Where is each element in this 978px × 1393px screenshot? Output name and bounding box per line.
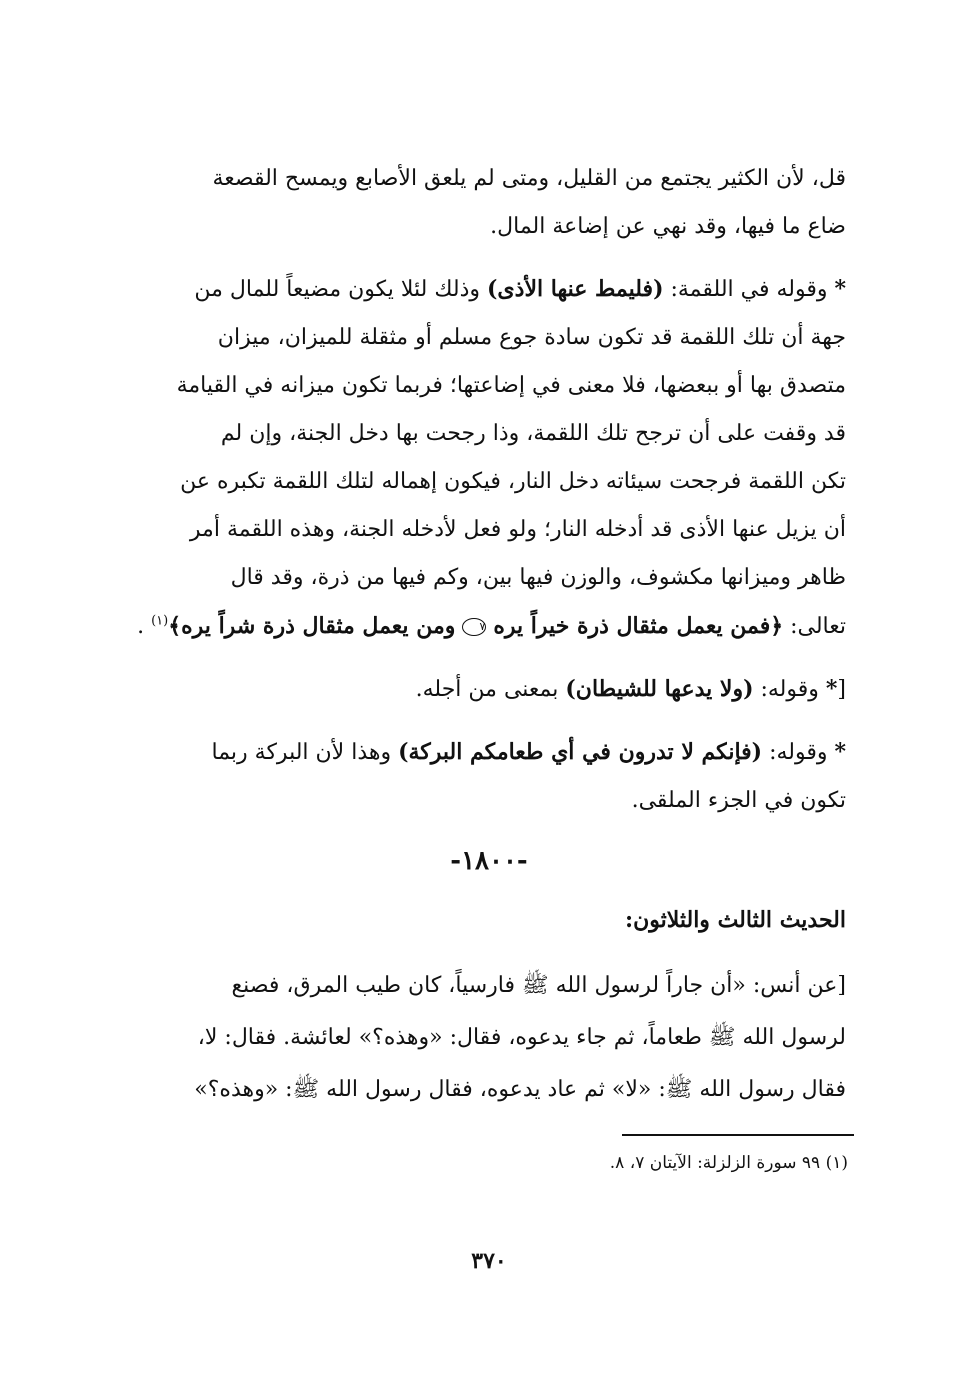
section-heading: الحديث الثالث والثلاثون: [624,907,846,933]
paragraph-4 [132,728,846,825]
paragraph-2 [132,265,846,651]
line-rest: وذلك لئلا يكون مضيعاً للمال من [194,277,488,302]
text-line: جهة أن تلك اللقمة قد تكون سادة جوع مسلم أو مثقلة للميزان، ميزان [217,325,846,350]
quran-verse-part2: ومن يعمل مثقال ذرة شراً يره﴾ [168,613,456,639]
asterisk-marker: * [834,739,846,765]
footnote-reference: (١) [151,613,169,629]
text-line [132,728,846,777]
text-line: متصدق بها أو ببعضها، فلا معنى في إضاعتها؛ فربما تكون ميزانه في القيامة [176,373,846,398]
bracket-marker: [ [837,677,846,702]
text-line: ضاع ما فيها، وقد نهي عن إضاعة المال. [490,214,846,239]
lead-text: وقوله: [762,740,835,765]
text-line: لرسول الله ﷺ طعاماً، ثم جاء يدعوه، فقال: «وهذه؟» لعائشة. فقال: لا، [197,1025,846,1050]
asterisk-marker: * [825,676,838,702]
text-line: قد وقفت على أن ترجح تلك اللقمة، وذا رجحت بها دخل الجنة، وإن لم [220,421,846,446]
text-line [132,665,846,714]
hadith-number-separator: -١٨٠٠- [450,846,528,876]
verse-line [132,602,846,651]
hadith-quote: (فليمط عنها الأذى) [487,276,664,302]
text-line: قل، لأن الكثير يجتمع من القليل، ومتى لم يلعق الأصابع ويمسح القصعة [212,166,846,191]
commentary-text [132,155,846,825]
paragraph-3 [132,665,846,714]
text-line [132,265,846,314]
line-rest: وهذا لأن البركة ربما [211,740,399,765]
text-line: أن يزيل عنها الأذى قد أدخله النار؛ ولو فعل لأدخله الجنة، وهذه اللقمة أمر [189,517,846,542]
hadith-quote: (ولا يدعها للشيطان) [565,676,754,702]
lead-text: وقوله في اللقمة: [663,277,828,302]
quran-verse-part1: ﴿فمن يعمل مثقال ذرة خيراً يره [493,613,784,639]
lead-text: وقوله: [753,677,826,702]
footnote: (١) ٩٩ سورة الزلزلة: الآيتان ٧، ٨. [609,1153,848,1173]
verse-end: . [137,614,145,639]
asterisk-marker: * [834,276,846,302]
verse-lead: تعالى: [783,614,846,639]
hadith-quote: (فإنكم لا تدرون في أي طعامكم البركة) [398,739,763,765]
hadith-text [132,960,846,1116]
text-line: تكون في الجزء الملقى. [631,788,846,813]
text-line: فقال رسول الله ﷺ: «لا» ثم عاد يدعوه، فقال رسول الله ﷺ: «وهذه؟» [194,1077,846,1102]
footnote-divider [622,1134,854,1136]
text-line: تكن اللقمة فرجحت سيئاته دخل النار، فيكون إهماله لتلك اللقمة تكبره عن [180,469,846,494]
line-rest: بمعنى من أجله. [415,677,566,702]
paragraph-1 [132,155,846,251]
ayah-number-marker: ٧ [462,618,486,636]
page-number: ٣٧٠ [471,1248,507,1274]
text-line: [عن أنس: «أن جاراً لرسول الله ﷺ فارسياً، كان طيب المرق، فصنع [231,973,846,998]
text-line: ظاهر وميزانها مكشوف، والوزن فيها بين، وكم فيها من ذرة، وقد قال [230,565,846,590]
